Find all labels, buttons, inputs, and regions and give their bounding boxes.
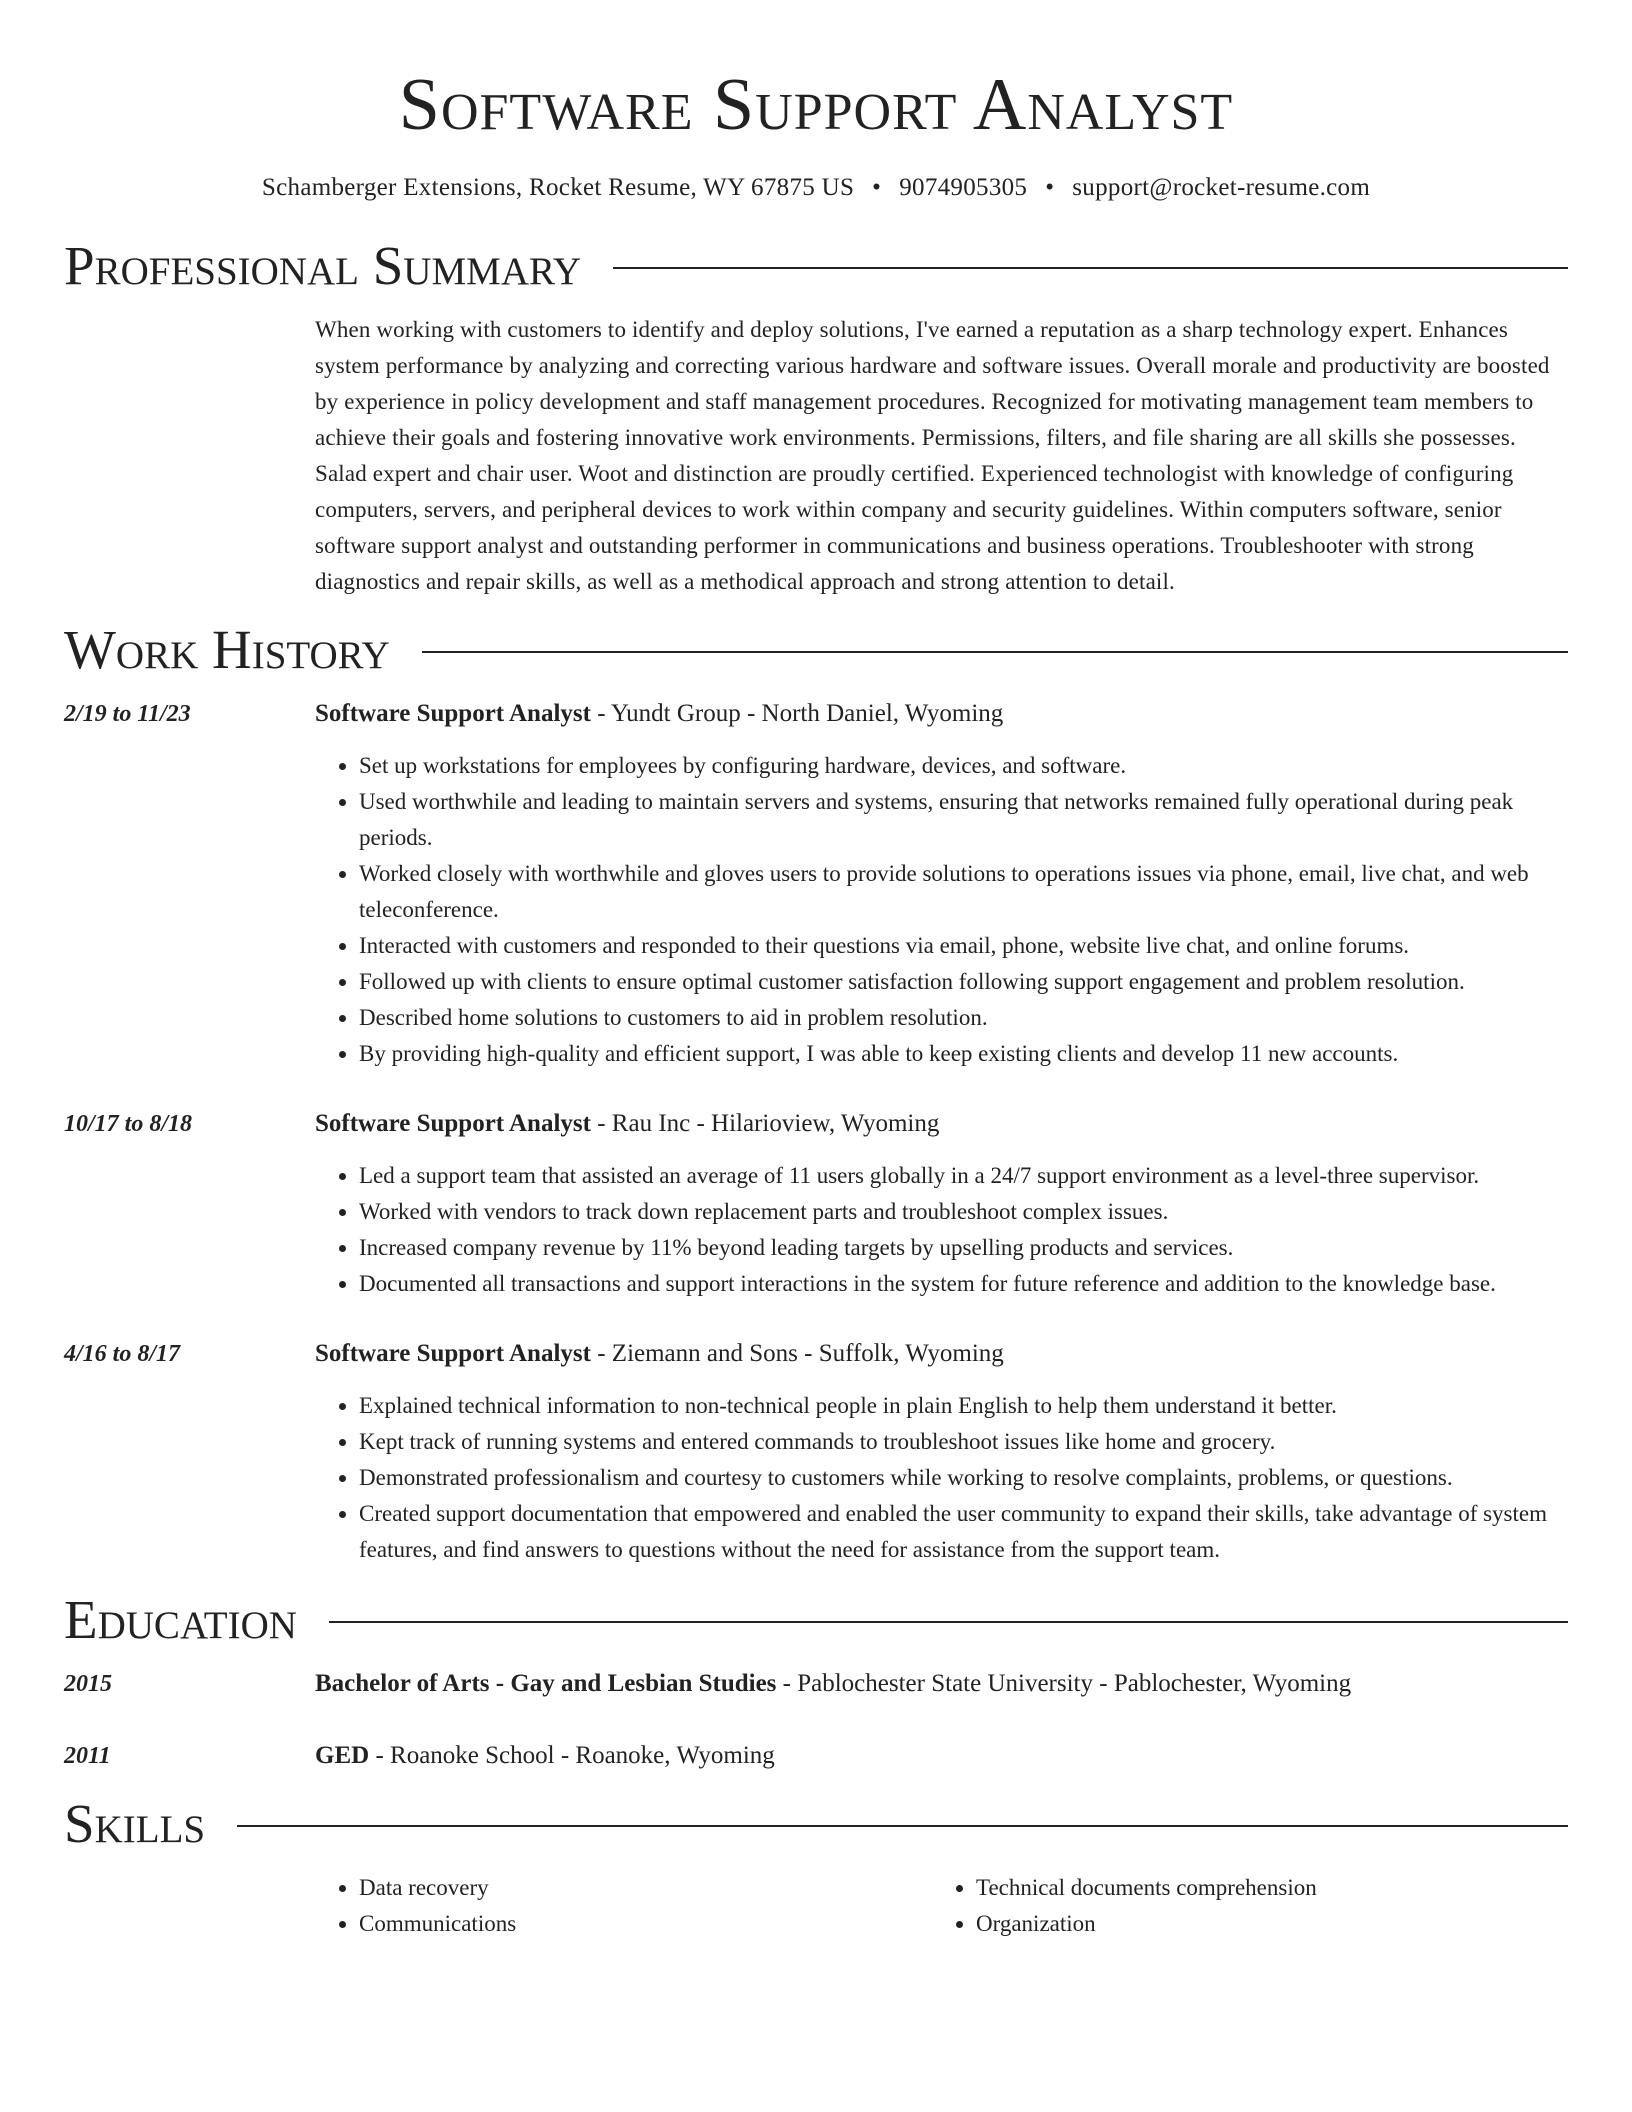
job-title: Software Support Analyst: [315, 1110, 591, 1137]
job-details: - Yundt Group - North Daniel, Wyoming: [590, 700, 1004, 727]
job-bullet: • Created support documentation that empowered and enabled the user community to expand their skills, take advantage of system features, and find answers to questions without the need for assistance from the support team.: [359, 1496, 1568, 1568]
contact-phone: 9074905305: [899, 174, 1028, 201]
contact-email: support@rocket-resume.com: [1072, 174, 1371, 201]
contact-separator: •: [872, 174, 882, 201]
education-heading: Education: [64, 1589, 297, 1650]
summary-section-header: [64, 234, 1568, 298]
job-entry: [64, 1106, 1568, 1302]
job-bullets: [315, 1388, 1568, 1568]
skill-item: • Organization: [976, 1906, 1549, 1942]
skills-column-left: [315, 1870, 932, 1942]
section-divider: [237, 1825, 1568, 1827]
resume-page: [64, 0, 1568, 1942]
work-section-header: [64, 618, 1568, 682]
skill-item: • Data recovery: [359, 1870, 932, 1906]
education-section-header: [64, 1588, 1568, 1652]
job-bullet: • Increased company revenue by 11% beyond leading targets by upselling products and services.: [359, 1230, 1568, 1266]
education-year: 2015: [64, 1671, 112, 1697]
education-details: - Pablochester State University - Pablochester, Wyoming: [776, 1670, 1352, 1697]
skill-item: • Communications: [359, 1906, 932, 1942]
job-details: - Rau Inc - Hilarioview, Wyoming: [590, 1110, 940, 1137]
job-bullet: • By providing high-quality and efficient support, I was able to keep existing clients and develop 11 new accounts.: [359, 1036, 1568, 1072]
education-entry: [64, 1666, 1568, 1702]
education-entry: [64, 1738, 1568, 1774]
job-bullet: • Kept track of running systems and entered commands to troubleshoot issues like home and grocery.: [359, 1424, 1568, 1460]
job-details: - Ziemann and Sons - Suffolk, Wyoming: [590, 1340, 1004, 1367]
job-bullet: • Demonstrated professionalism and courtesy to customers while working to resolve complaints, problems, or questions.: [359, 1460, 1568, 1496]
job-bullet: • Described home solutions to customers to aid in problem resolution.: [359, 1000, 1568, 1036]
work-heading: Work History: [64, 619, 390, 680]
skills-column-right: [932, 1870, 1549, 1942]
section-divider: [329, 1621, 1568, 1623]
education-degree: GED: [315, 1742, 370, 1769]
job-title: Software Support Analyst: [315, 700, 591, 727]
education-year: 2011: [64, 1743, 111, 1769]
job-heading: [315, 1336, 1568, 1372]
contact-address: Schamberger Extensions, Rocket Resume, WY 67875 US: [261, 174, 855, 201]
job-bullet: • Interacted with customers and responded to their questions via email, phone, website live chat, and online forums.: [359, 928, 1568, 964]
section-divider: [613, 267, 1568, 269]
job-bullet: • Followed up with clients to ensure optimal customer satisfaction following support engagement and problem resolution.: [359, 964, 1568, 1000]
job-dates: 10/17 to 8/18: [64, 1111, 193, 1137]
section-divider: [422, 651, 1568, 653]
job-dates: 4/16 to 8/17: [64, 1341, 181, 1367]
job-entry: [64, 1336, 1568, 1568]
job-title: Software Support Analyst: [315, 1340, 591, 1367]
job-dates: 2/19 to 11/23: [64, 701, 191, 727]
skill-item: • Technical documents comprehension: [976, 1870, 1549, 1906]
job-bullet: • Documented all transactions and support interactions in the system for future reference and addition to the knowledge base.: [359, 1266, 1568, 1302]
skills-heading: Skills: [64, 1793, 206, 1854]
job-heading: [315, 696, 1568, 732]
contact-line: [64, 172, 1568, 204]
summary-text: When working with customers to identify and deploy solutions, I've earned a reputation as a sharp technology expert. Enhances system performance by analyzing and correcting various hardware and software issues. Overall morale and productivity are boosted by experience in policy development and staff management procedures. Recognized for motivating management team members to achieve their goals and fostering innovative work environments. Permissions, filters, and file sharing are all skills she possesses. Salad expert and chair user. Woot and distinction are proudly certified. Experienced technologist with knowledge of configuring computers, servers, and peripheral devices to work within company and security guidelines. Within computers software, senior software support analyst and outstanding performer in communications and business operations. Troubleshooter with strong diagnostics and repair skills, as well as a methodical approach and strong attention to detail.: [315, 317, 1550, 594]
job-bullet: • Set up workstations for employees by configuring hardware, devices, and software.: [359, 748, 1568, 784]
job-bullets: [315, 748, 1568, 1072]
skills-list: [315, 1870, 1568, 1942]
job-bullet: • Used worthwhile and leading to maintain servers and systems, ensuring that networks remained fully operational during peak periods.: [359, 784, 1568, 856]
job-bullet: • Worked with vendors to track down replacement parts and troubleshoot complex issues.: [359, 1194, 1568, 1230]
summary-heading: Professional Summary: [64, 235, 582, 296]
job-bullet: • Worked closely with worthwhile and gloves users to provide solutions to operations issues via phone, email, live chat, and web teleconference.: [359, 856, 1568, 928]
job-bullet: • Led a support team that assisted an average of 11 users globally in a 24/7 support environment as a level-three supervisor.: [359, 1158, 1568, 1194]
education-degree: Bachelor of Arts - Gay and Lesbian Studies: [315, 1670, 777, 1697]
job-bullets: [315, 1158, 1568, 1302]
job-bullet: • Explained technical information to non-technical people in plain English to help them understand it better.: [359, 1388, 1568, 1424]
job-heading: [315, 1106, 1568, 1142]
education-details: - Roanoke School - Roanoke, Wyoming: [369, 1742, 775, 1769]
contact-separator: •: [1045, 174, 1055, 201]
resume-title: Software Support Analyst: [398, 64, 1234, 146]
skills-section-header: [64, 1792, 1568, 1856]
job-entry: [64, 696, 1568, 1072]
